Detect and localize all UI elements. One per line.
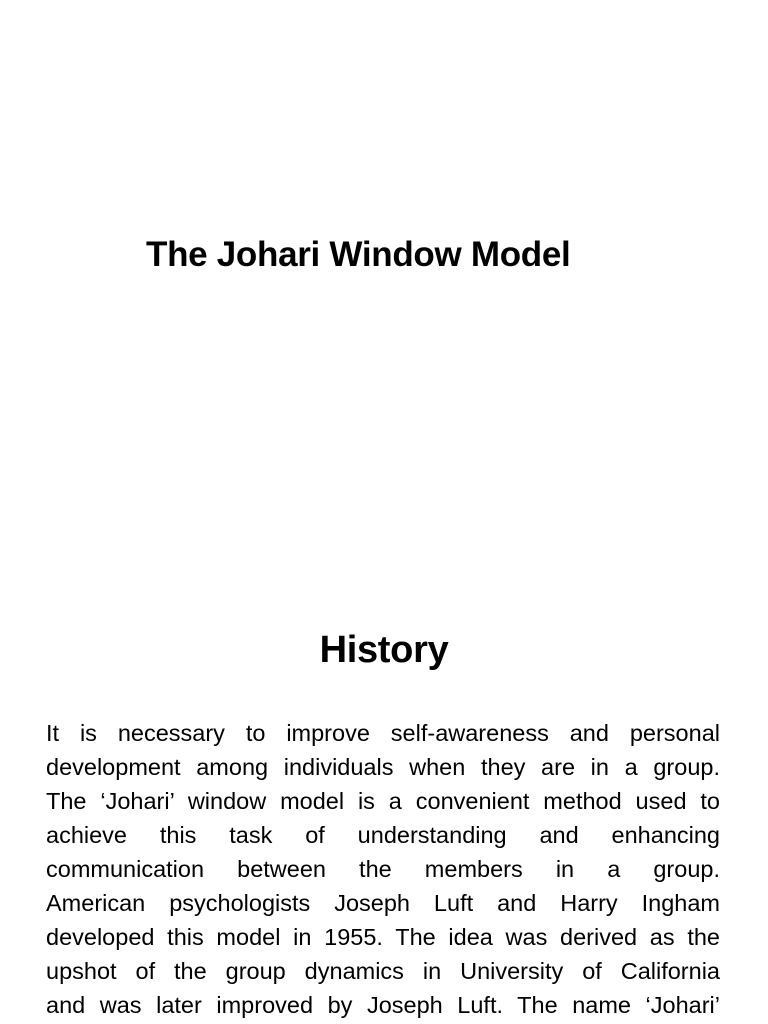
paragraph-line: upshot of the group dynamics in University of California — [46, 958, 720, 984]
paragraph-line: developed this model in 1955. The idea was derived as the — [46, 924, 720, 950]
history-paragraph — [46, 716, 720, 1022]
paragraph-line: The ‘Johari’ window model is a convenient method used to — [46, 788, 720, 814]
paragraph-line: American psychologists Joseph Luft and Harry Ingham — [46, 890, 720, 916]
paragraph-line: It is necessary to improve self-awareness and personal — [46, 720, 720, 746]
paragraph-line: communication between the members in a group. — [46, 856, 720, 882]
slide-title: The Johari Window Model — [146, 235, 571, 274]
paragraph-line: development among individuals when they are in a group. — [46, 754, 720, 780]
history-heading: History — [319, 629, 449, 671]
paragraph-line: and was later improved by Joseph Luft. The name ‘Johari’ — [46, 992, 720, 1018]
paragraph-line: achieve this task of understanding and enhancing — [46, 822, 720, 848]
